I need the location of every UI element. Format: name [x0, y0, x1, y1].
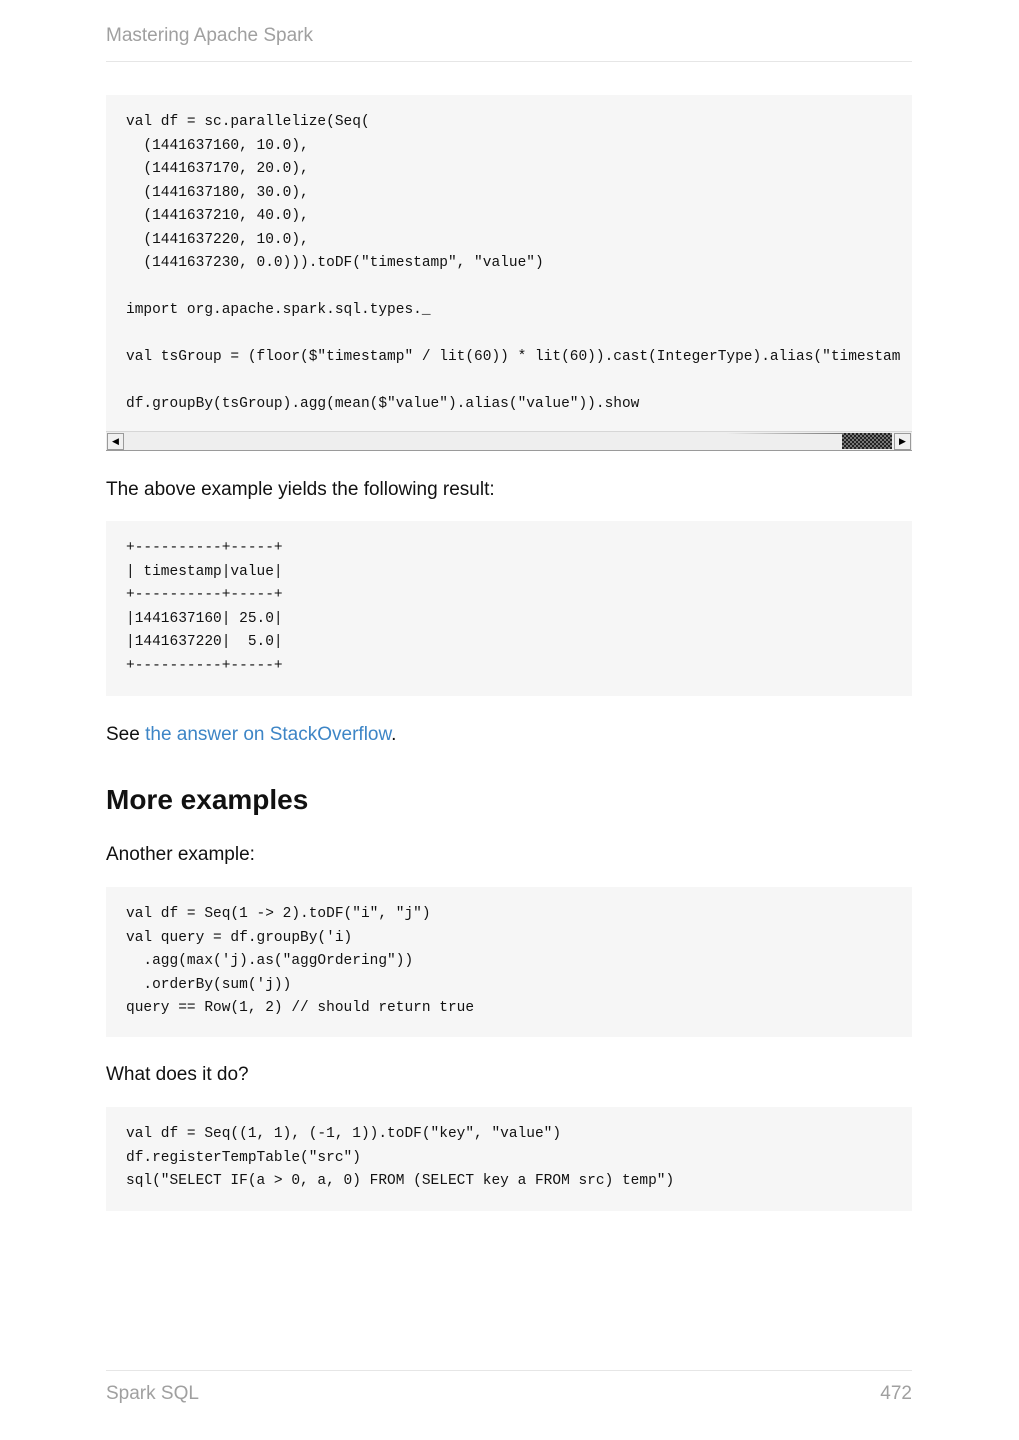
- code-line: val df = Seq(1 -> 2).toDF("i", "j"): [126, 906, 431, 922]
- code-line: val query = df.groupBy('i): [126, 929, 353, 946]
- scroll-right-arrow-icon[interactable]: ▶: [894, 433, 911, 450]
- scrollbar-track-line: [726, 433, 842, 434]
- code-line: |1441637160| 25.0|: [126, 610, 283, 627]
- code-line: (1441637180, 30.0),: [126, 184, 309, 201]
- code-line: (1441637170, 20.0),: [126, 161, 309, 177]
- scrollbar-thumb[interactable]: [842, 433, 892, 449]
- code-line: +----------+-----+: [126, 540, 283, 556]
- code-line: df.groupBy(tsGroup).agg(mean($"value").alias("value")).show: [126, 396, 640, 412]
- code-line: (1441637210, 40.0),: [126, 208, 309, 224]
- what-does-it-do-text: What does it do?: [106, 1064, 249, 1085]
- code-horizontal-scrollbar[interactable]: [106, 431, 912, 451]
- see-answer-suffix: .: [391, 724, 397, 745]
- code-block-sql-if: [106, 1107, 912, 1211]
- code-line: val df = sc.parallelize(Seq(: [126, 114, 370, 130]
- result-intro-text: The above example yields the following result:: [106, 479, 495, 500]
- code-line: val df = Seq((1, 1), (-1, 1)).toDF("key", "value"): [126, 1126, 562, 1142]
- stackoverflow-answer-link[interactable]: the answer on StackOverflow: [145, 724, 392, 745]
- scroll-left-arrow-icon[interactable]: ◀: [107, 433, 124, 450]
- code-line: [126, 323, 912, 347]
- code-line: (1441637230, 0.0))).toDF("timestamp", "value"): [126, 255, 544, 271]
- code-line: [126, 370, 912, 394]
- code-line: +----------+-----+: [126, 587, 283, 603]
- see-answer-prefix: See: [106, 724, 146, 745]
- another-example-text: Another example:: [106, 844, 255, 865]
- code-line: (1441637160, 10.0),: [126, 137, 309, 154]
- page-footer: [106, 1370, 912, 1405]
- code-line: val tsGroup = (floor($"timestamp" / lit(60)) * lit(60)).cast(IntegerType).alias("timestam: [126, 349, 901, 365]
- code-block-dataframe-grouping: [106, 95, 912, 431]
- code-line: df.registerTempTable("src"): [126, 1149, 361, 1166]
- code-block-result-table: [106, 521, 912, 696]
- book-title: Mastering Apache Spark: [106, 25, 314, 46]
- code-line: |1441637220| 5.0|: [126, 634, 283, 650]
- page-number: 472: [880, 1383, 912, 1404]
- see-answer-text: [106, 723, 396, 747]
- code-block-group-order: [106, 887, 912, 1037]
- chapter-title: Spark SQL: [106, 1383, 199, 1404]
- code-line: sql("SELECT IF(a > 0, a, 0) FROM (SELECT key a FROM src) temp"): [126, 1173, 675, 1189]
- page-header: [106, 24, 912, 62]
- code-line: query == Row(1, 2) // should return true: [126, 1000, 475, 1016]
- code-line: import org.apache.spark.sql.types._: [126, 302, 431, 318]
- code-line: .orderBy(sum('j)): [126, 976, 292, 993]
- code-line: (1441637220, 10.0),: [126, 231, 309, 248]
- code-line: +----------+-----+: [126, 657, 283, 674]
- scrollbar-track[interactable]: [126, 432, 892, 450]
- code-line: [126, 276, 912, 300]
- code-line: | timestamp|value|: [126, 563, 283, 580]
- code-line: .agg(max('j).as("aggOrdering")): [126, 953, 414, 969]
- section-heading: More examples: [106, 784, 309, 815]
